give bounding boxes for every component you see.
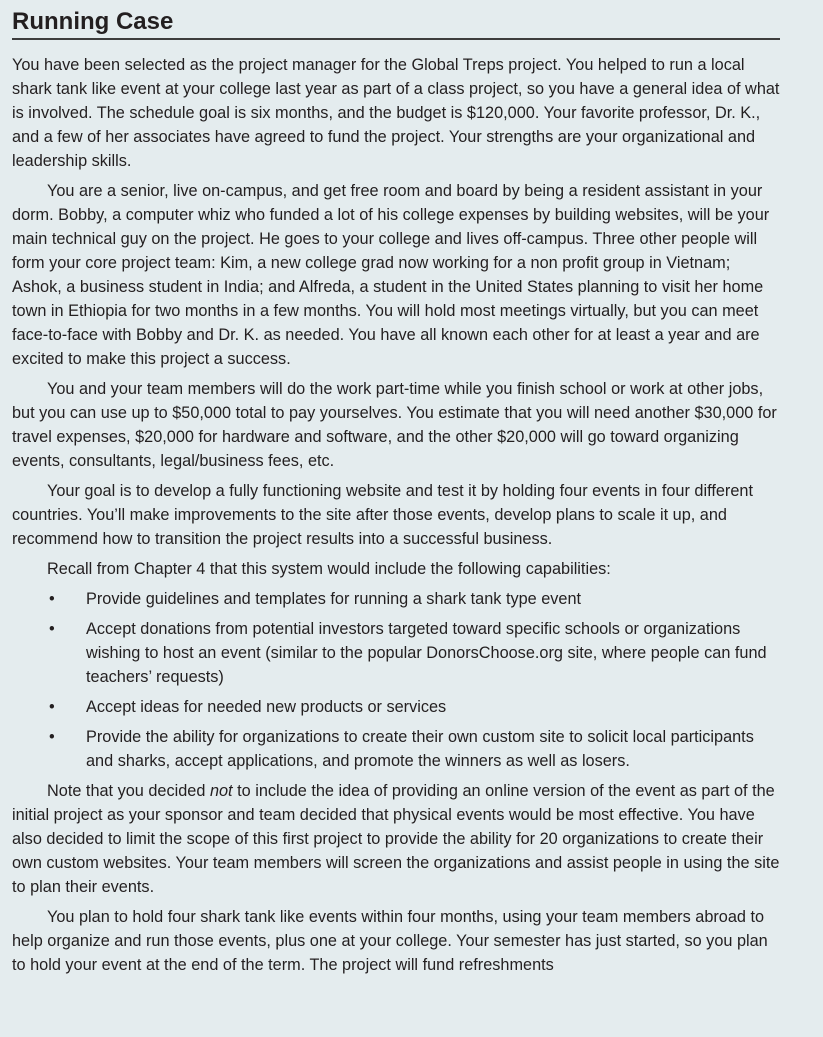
paragraph-scope <box>12 779 782 899</box>
paragraph-capabilities-intro: Recall from Chapter 4 that this system would include the following capabilities: <box>47 560 611 578</box>
list-item <box>12 725 782 773</box>
capabilities-list <box>12 587 782 773</box>
bullet-icon: • <box>49 620 55 638</box>
bullet-icon: • <box>49 728 55 746</box>
list-item <box>12 587 782 611</box>
paragraph-budget: You and your team members will do the work part-time while you finish school or work at other jobs, but you can use up to $50,000 total to pay yourselves. You estimate that you will need another $30,000 for travel expenses, $20,000 for hardware and software, and the other $20,000 will go toward organizing events, consultants, legal/business fees, etc. <box>12 380 777 470</box>
bullet-icon: • <box>49 698 55 716</box>
list-item-text: Accept donations from potential investors targeted toward specific schools or organizations wishing to host an event (similar to the popular DonorsChoose.org site, where people can fund teachers’ requests) <box>86 620 767 686</box>
list-item-text: Provide the ability for organizations to create their own custom site to solicit local participants and sharks, accept applications, and promote the winners as well as losers. <box>86 728 754 770</box>
list-item <box>12 695 782 719</box>
heading-divider <box>12 38 780 40</box>
bullet-icon: • <box>49 590 55 608</box>
paragraph-goal: Your goal is to develop a fully functioning website and test it by holding four events in four different countries. You’ll make improvements to the site after those events, develop plans to scale it up, and recommend how to transition the project results into a successful business. <box>12 482 753 548</box>
list-item-text: Accept ideas for needed new products or services <box>86 698 447 716</box>
paragraph-scope-start: Note that you decided <box>47 782 210 800</box>
list-item <box>12 617 782 689</box>
body-text <box>12 53 782 977</box>
emphasis-not: not <box>209 782 233 800</box>
paragraph-intro: You have been selected as the project manager for the Global Treps project. You helped to run a local shark tank like event at your college last year as part of a class project, so you have a general idea of what is involved. The schedule goal is six months, and the budget is $120,000. Your favorite professor, Dr. K., and a few of her associates have agreed to fund the project. Your strengths are your organizational and leadership skills. <box>12 56 780 170</box>
paragraph-events: You plan to hold four shark tank like events within four months, using your team members abroad to help organize and run those events, plus one at your college. Your semester has just started, so you plan to hold your event at the end of the term. The project will fund refreshments <box>12 908 768 974</box>
section-heading: Running Case <box>12 8 174 35</box>
paragraph-scope-end: to include the idea of providing an online version of the event as part of the initial project as your sponsor and team decided that physical events would be most effective. You have also decided to limit the scope of this first project to provide the ability for 20 organizations to create their own custom websites. Your team members will screen the organizations and assist people in using the site to plan their events. <box>12 782 780 896</box>
list-item-text: Provide guidelines and templates for running a shark tank type event <box>86 590 582 608</box>
paragraph-team: You are a senior, live on-campus, and get free room and board by being a resident assistant in your dorm. Bobby, a computer whiz who funded a lot of his college expenses by building websites, will be your main technical guy on the project. He goes to your college and lives off-campus. Three other people will form your core project team: Kim, a new college grad now working for a non profit group in Vietnam; Ashok, a business student in India; and Alfreda, a student in the United States planning to visit her home town in Ethiopia for two months in a few months. You will hold most meetings virtually, but you can meet face-to-face with Bobby and Dr. K. as needed. You have all known each other for at least a year and are excited to make this project a success. <box>12 182 770 368</box>
